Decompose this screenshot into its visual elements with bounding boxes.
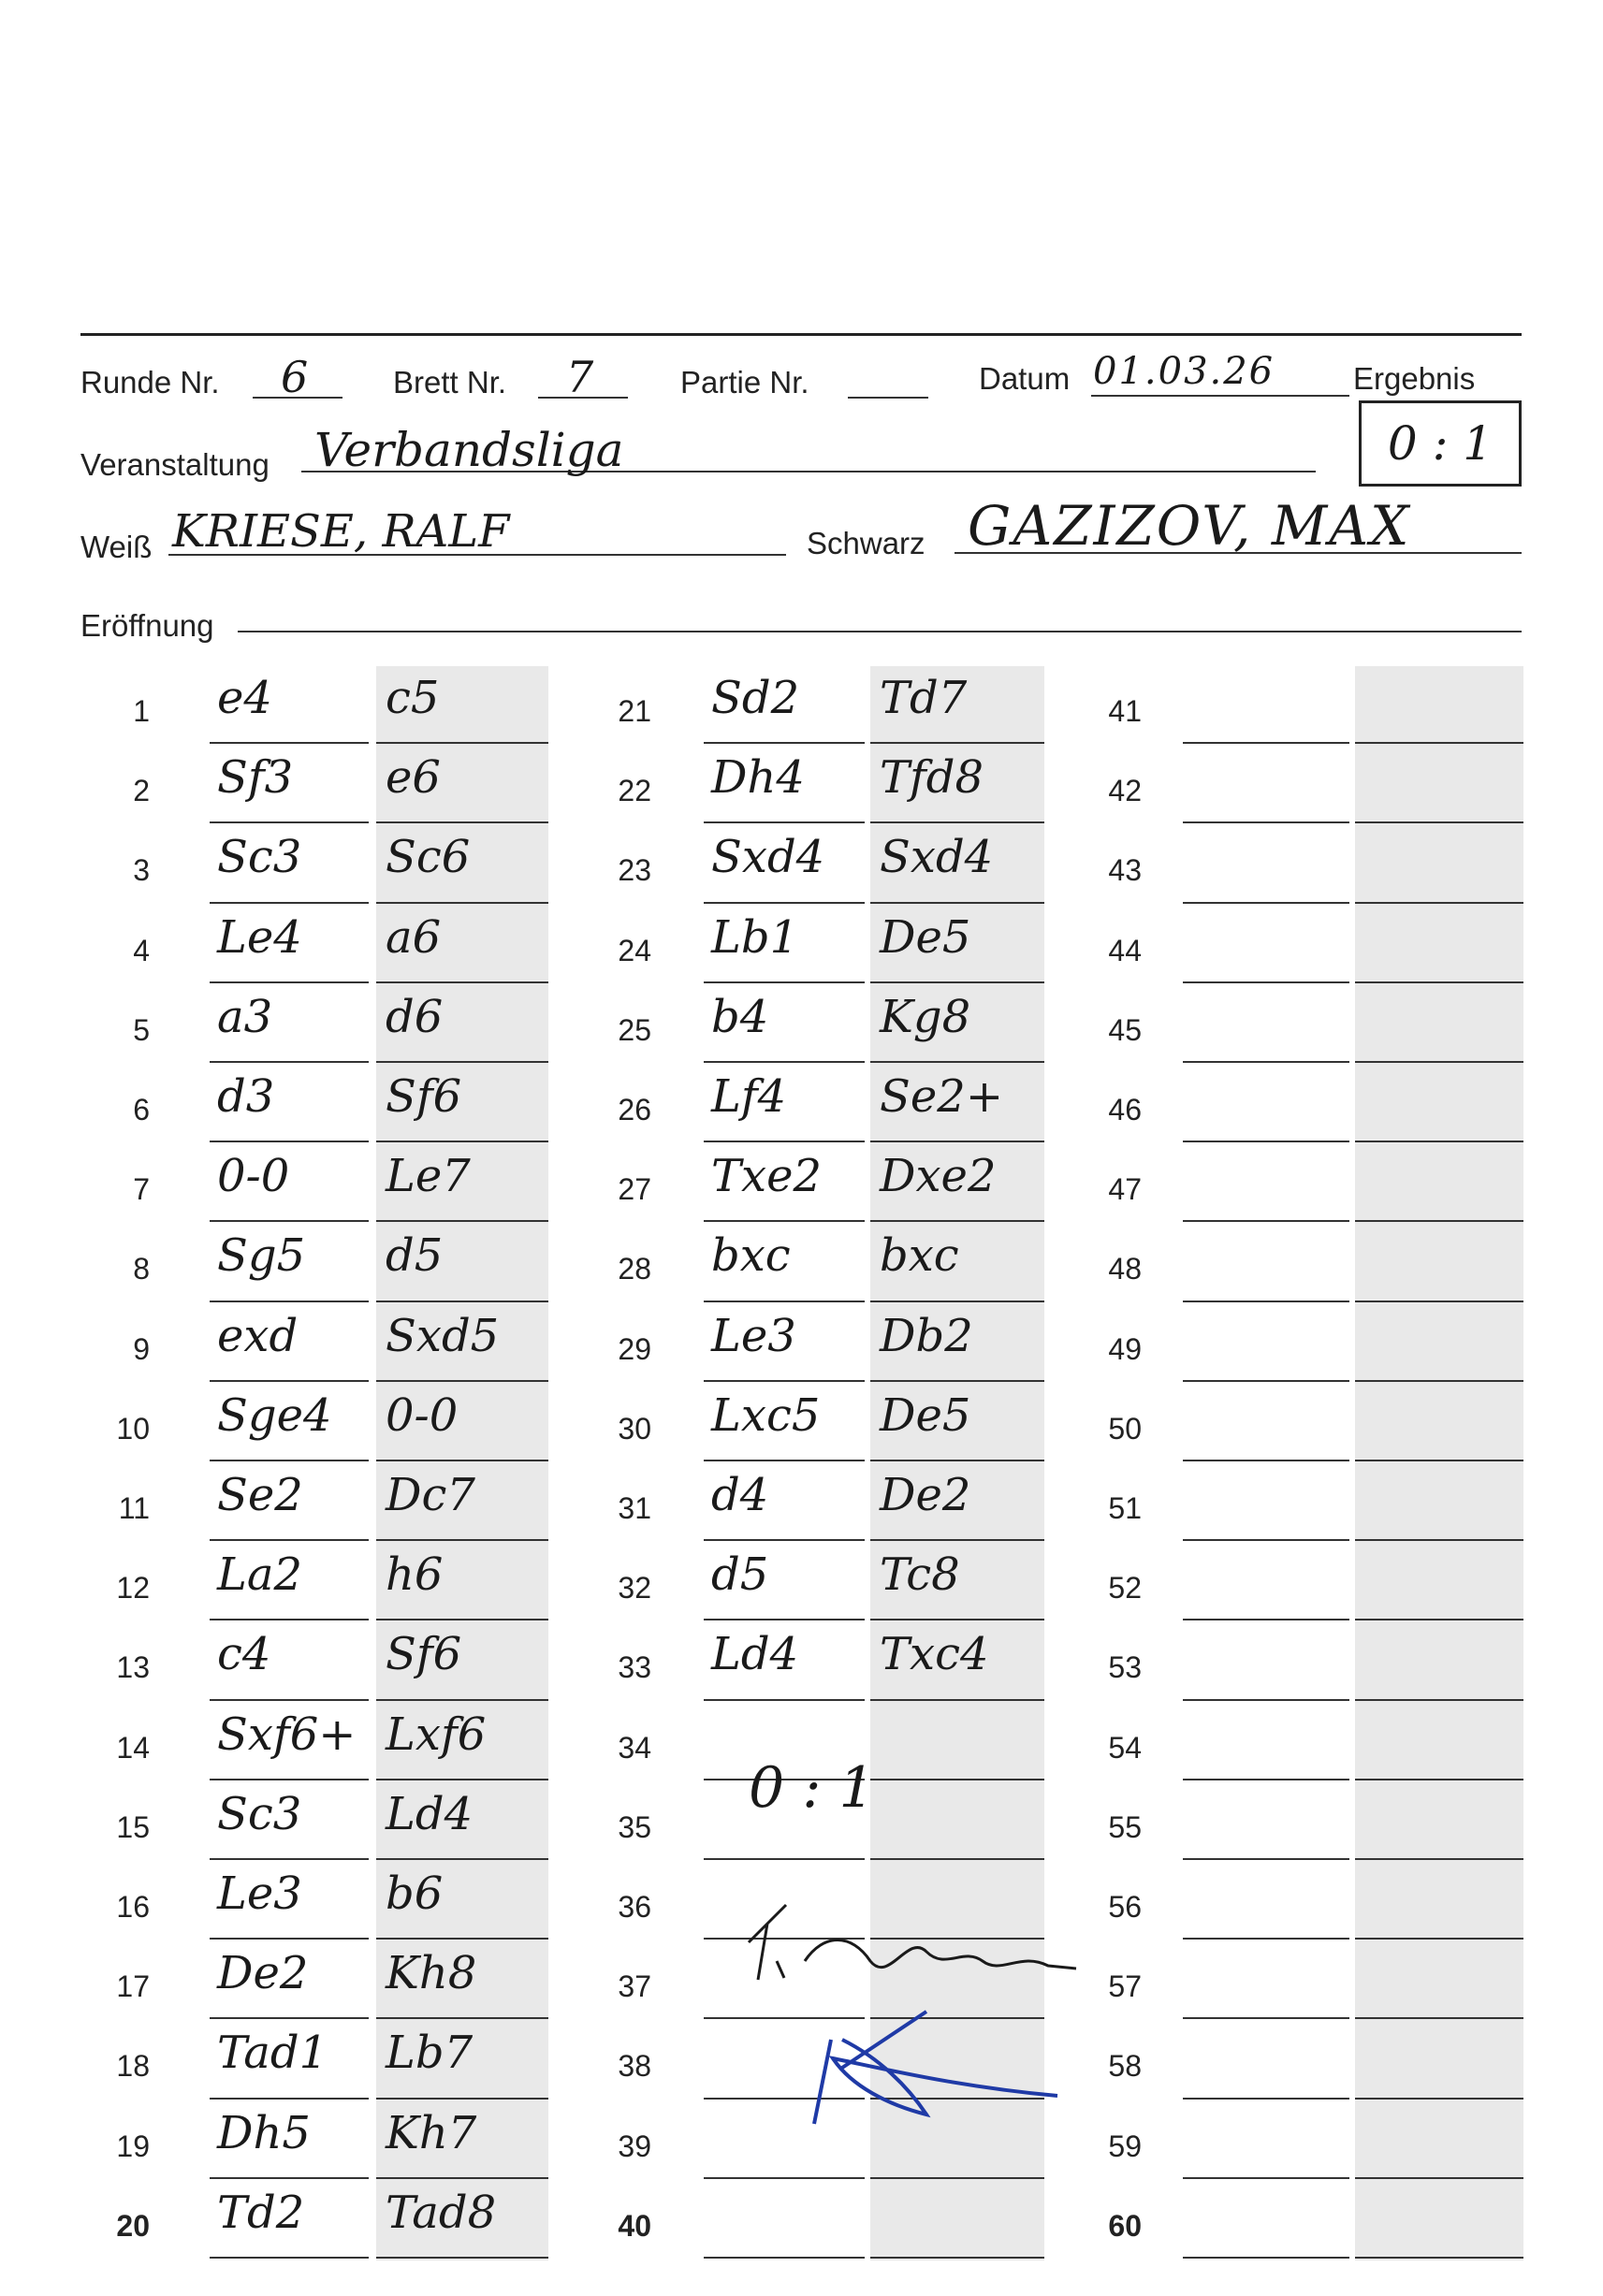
white-move-underline: [210, 1539, 369, 1541]
move-number: 41: [1108, 694, 1142, 728]
black-move[interactable]: Tad8: [386, 2186, 497, 2239]
white-move-underline: [1183, 1380, 1349, 1382]
move-number: 7: [133, 1172, 150, 1207]
black-move-underline: [376, 1141, 548, 1142]
white-move[interactable]: c4: [217, 1628, 271, 1681]
white-move[interactable]: Le4: [217, 910, 302, 964]
date-underline: [1091, 395, 1349, 397]
move-number: 19: [116, 2129, 150, 2163]
white-move[interactable]: b4: [711, 990, 769, 1043]
move-number: 32: [618, 1571, 651, 1606]
black-move-shade: [1355, 1065, 1523, 1144]
white-move-underline: [704, 902, 865, 904]
black-move-underline: [376, 2098, 548, 2100]
white-move[interactable]: Sc3: [217, 1787, 302, 1840]
move-number: 13: [116, 1650, 150, 1685]
white-move-underline: [1183, 1301, 1349, 1302]
black-move-shade: [1355, 1384, 1523, 1463]
move-number: 39: [618, 2129, 651, 2163]
move-number: 53: [1108, 1650, 1142, 1685]
black-move[interactable]: Tc8: [880, 1548, 960, 1602]
white-move[interactable]: 0-0: [217, 1150, 290, 1203]
black-move[interactable]: De5: [880, 910, 971, 964]
black-move-underline: [376, 1619, 548, 1620]
round-value[interactable]: 6: [281, 352, 309, 402]
white-player[interactable]: KRIESE, RALF: [172, 505, 510, 558]
black-move-underline: [870, 1858, 1044, 1860]
move-number: 36: [618, 1890, 651, 1924]
white-move-underline: [210, 1619, 369, 1620]
result-box[interactable]: [1359, 400, 1522, 487]
black-move-underline: [376, 1779, 548, 1780]
black-move[interactable]: Kg8: [880, 990, 971, 1043]
black-move-underline: [1355, 1858, 1523, 1860]
black-move-underline: [870, 1220, 1044, 1222]
white-move[interactable]: La2: [217, 1548, 303, 1602]
white-move[interactable]: Sxd4: [711, 831, 825, 884]
white-move-underline: [1183, 1141, 1349, 1142]
move-number: 10: [116, 1411, 150, 1446]
white-move[interactable]: Dh5: [217, 2106, 311, 2159]
move-number: 47: [1108, 1172, 1142, 1207]
black-move[interactable]: 0-0: [386, 1388, 459, 1442]
move-number: 30: [618, 1411, 651, 1446]
black-move[interactable]: d6: [386, 990, 444, 1043]
move-number: 44: [1108, 933, 1142, 967]
black-move-shade: [1355, 1782, 1523, 1862]
white-move[interactable]: bxc: [711, 1229, 791, 1283]
move-number: 43: [1108, 853, 1142, 888]
white-move[interactable]: a3: [217, 990, 273, 1043]
move-number: 57: [1108, 1969, 1142, 2004]
black-move-underline: [376, 821, 548, 823]
white-move-underline: [704, 742, 865, 744]
white-move[interactable]: Le3: [217, 1867, 302, 1920]
white-move-underline: [210, 1938, 369, 1940]
black-move[interactable]: De2: [880, 1469, 971, 1521]
opening-label: Eröffnung: [80, 608, 214, 643]
white-move-underline: [704, 981, 865, 983]
white-move-underline: [1183, 1938, 1349, 1940]
move-number: 20: [116, 2208, 150, 2243]
move-number: 42: [1108, 774, 1142, 808]
white-move-underline: [210, 902, 369, 904]
black-move[interactable]: h6: [386, 1548, 444, 1602]
date-value[interactable]: 01.03.26: [1093, 350, 1275, 393]
move-number: 51: [1108, 1491, 1142, 1525]
move-number: 8: [133, 1252, 150, 1286]
move-number: 54: [1108, 1730, 1142, 1765]
white-move[interactable]: Lb1: [711, 910, 799, 964]
move-number: 22: [618, 774, 651, 808]
white-move-underline: [210, 2177, 369, 2179]
white-move-underline: [210, 1301, 369, 1302]
black-move[interactable]: Sxd4: [880, 831, 994, 884]
black-move-shade: [1355, 906, 1523, 985]
black-move-underline: [870, 821, 1044, 823]
black-move-underline: [1355, 1061, 1523, 1063]
black-move-shade: [870, 1782, 1044, 1862]
black-move-underline: [1355, 1301, 1523, 1302]
move-number: 55: [1108, 1809, 1142, 1844]
white-move-underline: [1183, 1220, 1349, 1222]
white-move[interactable]: Tad1: [217, 2027, 328, 2080]
board-value[interactable]: 7: [566, 352, 594, 402]
move-number: 21: [618, 694, 651, 728]
white-move[interactable]: Se2: [217, 1469, 303, 1521]
black-move[interactable]: Sf6: [386, 1070, 462, 1123]
black-move-underline: [1355, 1619, 1523, 1620]
move-number: 16: [116, 1890, 150, 1924]
white-move-underline: [1183, 2017, 1349, 2019]
black-move-shade: [1355, 1862, 1523, 1941]
black-move-underline: [1355, 1380, 1523, 1382]
black-move-underline: [870, 981, 1044, 983]
white-move-underline: [704, 2257, 865, 2259]
black-move-shade: [1355, 1463, 1523, 1543]
black-move-underline: [376, 1380, 548, 1382]
move-number: 3: [133, 853, 150, 888]
black-label: Schwarz: [807, 526, 925, 560]
black-move-underline: [870, 2177, 1044, 2179]
black-move-underline: [1355, 981, 1523, 983]
black-move-underline: [376, 902, 548, 904]
black-move-shade: [1355, 985, 1523, 1065]
white-move[interactable]: Sxf6+: [217, 1707, 357, 1761]
move-number: 1: [133, 694, 150, 728]
move-number: 12: [116, 1571, 150, 1606]
white-move-underline: [210, 2017, 369, 2019]
black-move-shade: [1355, 2101, 1523, 2181]
white-move-underline: [704, 2177, 865, 2179]
move-number: 56: [1108, 1890, 1142, 1924]
black-move[interactable]: Kh7: [386, 2106, 477, 2159]
header-rule: [80, 333, 1522, 336]
move-number: 18: [116, 2049, 150, 2084]
black-move[interactable]: b6: [386, 1867, 444, 1920]
black-move-underline: [870, 1301, 1044, 1302]
black-move-underline: [376, 1539, 548, 1541]
move-number: 27: [618, 1172, 651, 1207]
black-move-underline: [376, 1220, 548, 1222]
white-move[interactable]: d4: [711, 1469, 769, 1521]
result-label: Ergebnis: [1353, 361, 1476, 396]
white-move-underline: [704, 1301, 865, 1302]
black-move-underline: [1355, 1699, 1523, 1701]
black-move-underline: [870, 1141, 1044, 1142]
white-move-underline: [210, 1061, 369, 1063]
move-number: 34: [618, 1730, 651, 1765]
black-move[interactable]: Db2: [880, 1309, 973, 1362]
white-move[interactable]: Td2: [217, 2186, 305, 2239]
black-move-underline: [1355, 2017, 1523, 2019]
move-number: 4: [133, 933, 150, 967]
move-number: 37: [618, 1969, 651, 2004]
black-move-underline: [376, 2017, 548, 2019]
black-move[interactable]: Sxd5: [386, 1309, 500, 1362]
black-move-shade: [1355, 666, 1523, 746]
white-move-underline: [1183, 1779, 1349, 1780]
white-move-underline: [210, 742, 369, 744]
opening-underline: [238, 631, 1522, 632]
black-move-underline: [1355, 2098, 1523, 2100]
black-move[interactable]: Tfd8: [880, 751, 984, 805]
white-move-underline: [704, 1220, 865, 1222]
black-move-underline: [870, 1699, 1044, 1701]
black-move[interactable]: Sc6: [386, 831, 471, 884]
white-move-underline: [1183, 1460, 1349, 1461]
black-move-underline: [870, 2257, 1044, 2259]
white-move-underline: [704, 1858, 865, 1860]
move-number: 2: [133, 774, 150, 808]
white-move[interactable]: exd: [217, 1309, 299, 1362]
black-move-underline: [870, 1460, 1044, 1461]
black-move[interactable]: Dc7: [386, 1469, 475, 1521]
black-move-underline: [870, 1619, 1044, 1620]
black-move-shade: [1355, 825, 1523, 905]
white-move[interactable]: Sf3: [217, 751, 294, 805]
black-move-underline: [376, 2177, 548, 2179]
black-move-underline: [1355, 821, 1523, 823]
black-move-shade: [1355, 1144, 1523, 1224]
black-move-underline: [376, 1460, 548, 1461]
black-move[interactable]: c5: [386, 672, 440, 724]
black-move-underline: [376, 742, 548, 744]
move-number: 48: [1108, 1252, 1142, 1286]
white-move[interactable]: Sg5: [217, 1229, 306, 1283]
game-underline: [848, 397, 928, 399]
white-move-underline: [704, 1699, 865, 1701]
black-move[interactable]: bxc: [880, 1229, 959, 1283]
white-move-underline: [1183, 1858, 1349, 1860]
white-move-underline: [1183, 1619, 1349, 1620]
move-number: 26: [618, 1093, 651, 1126]
black-move-underline: [870, 902, 1044, 904]
white-move[interactable]: d5: [711, 1548, 769, 1602]
white-label: Weiß: [80, 530, 153, 564]
white-move-underline: [704, 1460, 865, 1461]
move-number: 5: [133, 1012, 150, 1047]
white-move-underline: [1183, 742, 1349, 744]
black-player[interactable]: GAZIZOV, MAX: [968, 494, 1411, 558]
final-result: 0 : 1: [749, 1755, 875, 1821]
round-label: Runde Nr.: [80, 365, 220, 400]
black-move-shade: [1355, 1224, 1523, 1303]
black-move-underline: [1355, 1779, 1523, 1780]
white-move[interactable]: Le3: [711, 1309, 796, 1362]
black-move-underline: [1355, 1141, 1523, 1142]
black-move-underline: [1355, 1460, 1523, 1461]
move-number: 52: [1108, 1571, 1142, 1606]
white-move[interactable]: Sd2: [711, 672, 800, 724]
black-move-shade: [1355, 1304, 1523, 1384]
white-move[interactable]: Sc3: [217, 831, 302, 884]
move-number: 25: [618, 1012, 651, 1047]
result-value: 0 : 1: [1387, 416, 1494, 471]
date-label: Datum: [979, 361, 1071, 396]
white-move-underline: [1183, 1061, 1349, 1063]
move-number: 58: [1108, 2049, 1142, 2084]
white-move[interactable]: Lxc5: [711, 1388, 821, 1442]
black-move-underline: [1355, 1938, 1523, 1940]
white-move-underline: [704, 1380, 865, 1382]
white-move-underline: [210, 981, 369, 983]
white-move[interactable]: d3: [217, 1070, 275, 1123]
white-move-underline: [1183, 981, 1349, 983]
black-move-underline: [376, 981, 548, 983]
move-number: 46: [1108, 1093, 1142, 1126]
white-move-underline: [1183, 1539, 1349, 1541]
black-move[interactable]: Lxf6: [386, 1707, 487, 1761]
black-move-underline: [376, 1858, 548, 1860]
white-move-underline: [210, 1380, 369, 1382]
black-move-underline: [376, 1938, 548, 1940]
white-move-underline: [210, 1858, 369, 1860]
signature-white: [739, 1896, 1095, 2017]
black-move[interactable]: De5: [880, 1388, 971, 1442]
black-move-underline: [376, 2257, 548, 2259]
black-move-underline: [1355, 2177, 1523, 2179]
white-move-underline: [210, 1141, 369, 1142]
white-move-underline: [210, 1220, 369, 1222]
black-move-shade: [1355, 1703, 1523, 1782]
white-move[interactable]: De2: [217, 1947, 309, 2000]
move-number: 6: [133, 1093, 150, 1126]
black-move-underline: [870, 1539, 1044, 1541]
move-number: 23: [618, 853, 651, 888]
black-move[interactable]: a6: [386, 910, 442, 964]
black-move-underline: [870, 1380, 1044, 1382]
white-move-underline: [1183, 2257, 1349, 2259]
black-move[interactable]: Le7: [386, 1150, 471, 1203]
move-number: 33: [618, 1650, 651, 1685]
black-move[interactable]: Td7: [880, 672, 968, 724]
move-number: 38: [618, 2049, 651, 2084]
black-move-shade: [870, 1703, 1044, 1782]
black-move[interactable]: Kh8: [386, 1947, 477, 2000]
white-move-underline: [1183, 821, 1349, 823]
white-move-underline: [210, 2098, 369, 2100]
black-move-shade: [1355, 2181, 1523, 2260]
black-move-shade: [1355, 2021, 1523, 2100]
black-move-underline: [376, 1061, 548, 1063]
black-move-underline: [1355, 902, 1523, 904]
move-number: 31: [618, 1491, 651, 1525]
move-number: 35: [618, 1809, 651, 1844]
event-label: Veranstaltung: [80, 447, 270, 482]
move-number: 49: [1108, 1331, 1142, 1366]
white-move[interactable]: Dh4: [711, 751, 805, 805]
white-move-underline: [1183, 1699, 1349, 1701]
move-number: 29: [618, 1331, 651, 1366]
move-number: 40: [618, 2208, 651, 2243]
white-move-underline: [704, 1141, 865, 1142]
move-number: 60: [1108, 2208, 1142, 2243]
move-number: 50: [1108, 1411, 1142, 1446]
white-move[interactable]: Txe2: [711, 1150, 823, 1203]
black-move[interactable]: Se2+: [880, 1070, 1004, 1123]
black-move[interactable]: Lb7: [386, 2027, 474, 2080]
game-label: Partie Nr.: [680, 365, 809, 400]
white-move-underline: [210, 821, 369, 823]
move-number: 9: [133, 1331, 150, 1366]
white-move[interactable]: Lf4: [711, 1070, 787, 1123]
board-label: Brett Nr.: [393, 365, 507, 400]
white-move[interactable]: Ld4: [711, 1628, 799, 1681]
move-number: 24: [618, 933, 651, 967]
white-move-underline: [704, 1619, 865, 1620]
move-number: 14: [116, 1730, 150, 1765]
black-move[interactable]: Ld4: [386, 1787, 474, 1840]
white-move-underline: [1183, 2177, 1349, 2179]
black-move-underline: [1355, 1220, 1523, 1222]
white-move-underline: [704, 1539, 865, 1541]
move-number: 11: [118, 1491, 150, 1525]
white-move-underline: [704, 821, 865, 823]
signature-black: [777, 2002, 1086, 2133]
move-number: 45: [1108, 1012, 1142, 1047]
move-number: 28: [618, 1252, 651, 1286]
black-move[interactable]: e6: [386, 751, 441, 805]
white-move[interactable]: e4: [217, 672, 272, 724]
white-move-underline: [704, 1061, 865, 1063]
black-move-underline: [1355, 2257, 1523, 2259]
black-move[interactable]: d5: [386, 1229, 444, 1283]
black-move[interactable]: Sf6: [386, 1628, 462, 1681]
white-move-underline: [1183, 902, 1349, 904]
move-number: 59: [1108, 2129, 1142, 2163]
black-move-underline: [870, 1061, 1044, 1063]
black-move-underline: [870, 1779, 1044, 1780]
black-move-shade: [1355, 1543, 1523, 1622]
white-move-underline: [210, 1460, 369, 1461]
black-move-underline: [1355, 742, 1523, 744]
move-number: 15: [116, 1809, 150, 1844]
black-move-shade: [1355, 1622, 1523, 1702]
white-move-underline: [210, 1699, 369, 1701]
black-move[interactable]: Dxe2: [880, 1150, 997, 1203]
black-move-underline: [1355, 1539, 1523, 1541]
black-move-underline: [376, 1301, 548, 1302]
black-move-underline: [870, 742, 1044, 744]
white-move-underline: [1183, 2098, 1349, 2100]
black-move-shade: [1355, 1941, 1523, 2021]
event-value[interactable]: Verbandsliga: [314, 423, 624, 477]
black-move-shade: [870, 2181, 1044, 2260]
black-move[interactable]: Txc4: [880, 1628, 989, 1681]
move-number: 17: [116, 1969, 150, 2004]
black-move-underline: [376, 1699, 548, 1701]
white-move[interactable]: Sge4: [217, 1388, 332, 1442]
white-move-underline: [210, 1779, 369, 1780]
black-move-shade: [1355, 746, 1523, 825]
white-move-underline: [210, 2257, 369, 2259]
